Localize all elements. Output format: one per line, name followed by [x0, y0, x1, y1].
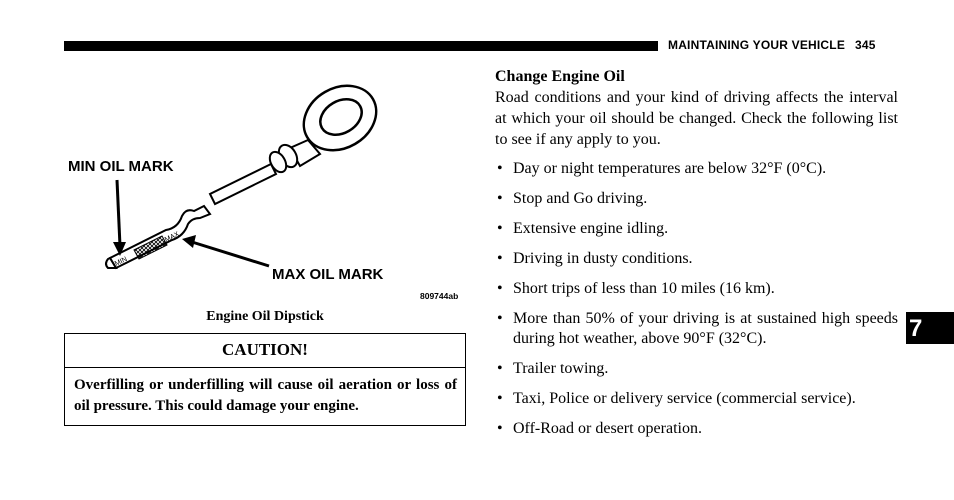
- bullet-glyph: •: [497, 250, 503, 267]
- bullet-glyph: •: [497, 310, 503, 327]
- list-item-text: Stop and Go driving.: [513, 190, 648, 207]
- bullet-glyph: •: [497, 280, 503, 297]
- stick-min-text: MIN: [113, 255, 129, 268]
- bullet-glyph: •: [497, 160, 503, 177]
- dipstick-figure: [64, 70, 468, 310]
- list-item-text: Short trips of less than 10 miles (16 km).: [513, 280, 775, 297]
- page-number: 345: [855, 38, 876, 52]
- max-oil-mark-label: MAX OIL MARK: [272, 266, 384, 283]
- list-item: [495, 359, 898, 379]
- dipstick-illustration: [64, 70, 468, 310]
- list-item: [495, 159, 898, 179]
- caution-body: Overfilling or underfilling will cause oil aeration or loss of oil pressure. This could damage your engine.: [74, 377, 457, 414]
- chapter-tab: 7: [906, 312, 954, 344]
- bullet-glyph: •: [497, 220, 503, 237]
- section-heading: Change Engine Oil: [495, 68, 625, 85]
- figure-code: 809744ab: [420, 291, 459, 301]
- list-item: [495, 249, 898, 269]
- caution-box: [64, 333, 466, 426]
- bullet-glyph: •: [497, 420, 503, 437]
- intro-paragraph: Road conditions and your kind of driving affects the interval at which your oil should be changed. Check the following list to see if any apply to you.: [495, 89, 898, 148]
- list-item: [495, 279, 898, 299]
- list-item: [495, 309, 898, 349]
- header-rule: [64, 41, 658, 51]
- list-item: [495, 419, 898, 439]
- list-item-text: More than 50% of your driving is at sustained high speeds during hot weather, above 90°F (32°C).: [513, 310, 898, 347]
- min-pointer-arrow: [113, 180, 126, 256]
- section-title: MAINTAINING YOUR VEHICLE: [668, 38, 846, 52]
- bullet-glyph: •: [497, 190, 503, 207]
- figure-caption: Engine Oil Dipstick: [206, 309, 324, 324]
- right-column: [495, 67, 898, 449]
- condition-list: [495, 159, 898, 439]
- list-item-text: Off-Road or desert operation.: [513, 420, 702, 437]
- caution-title: CAUTION!: [65, 334, 465, 368]
- bullet-glyph: •: [497, 360, 503, 377]
- list-item-text: Extensive engine idling.: [513, 220, 669, 237]
- dipstick-upper-shaft: [210, 164, 276, 204]
- max-pointer-arrow: [182, 235, 269, 266]
- dipstick-handle: [266, 73, 387, 175]
- list-item: [495, 389, 898, 409]
- bullet-glyph: •: [497, 390, 503, 407]
- list-item-text: Trailer towing.: [513, 360, 609, 377]
- list-item-text: Taxi, Police or delivery service (commercial service).: [513, 390, 856, 407]
- min-oil-mark-label: MIN OIL MARK: [68, 158, 174, 175]
- list-item-text: Driving in dusty conditions.: [513, 250, 693, 267]
- list-item-text: Day or night temperatures are below 32°F (0°C).: [513, 160, 827, 177]
- list-item: [495, 189, 898, 209]
- running-header: [668, 38, 876, 52]
- stick-max-text: MAX: [163, 230, 181, 244]
- list-item: [495, 219, 898, 239]
